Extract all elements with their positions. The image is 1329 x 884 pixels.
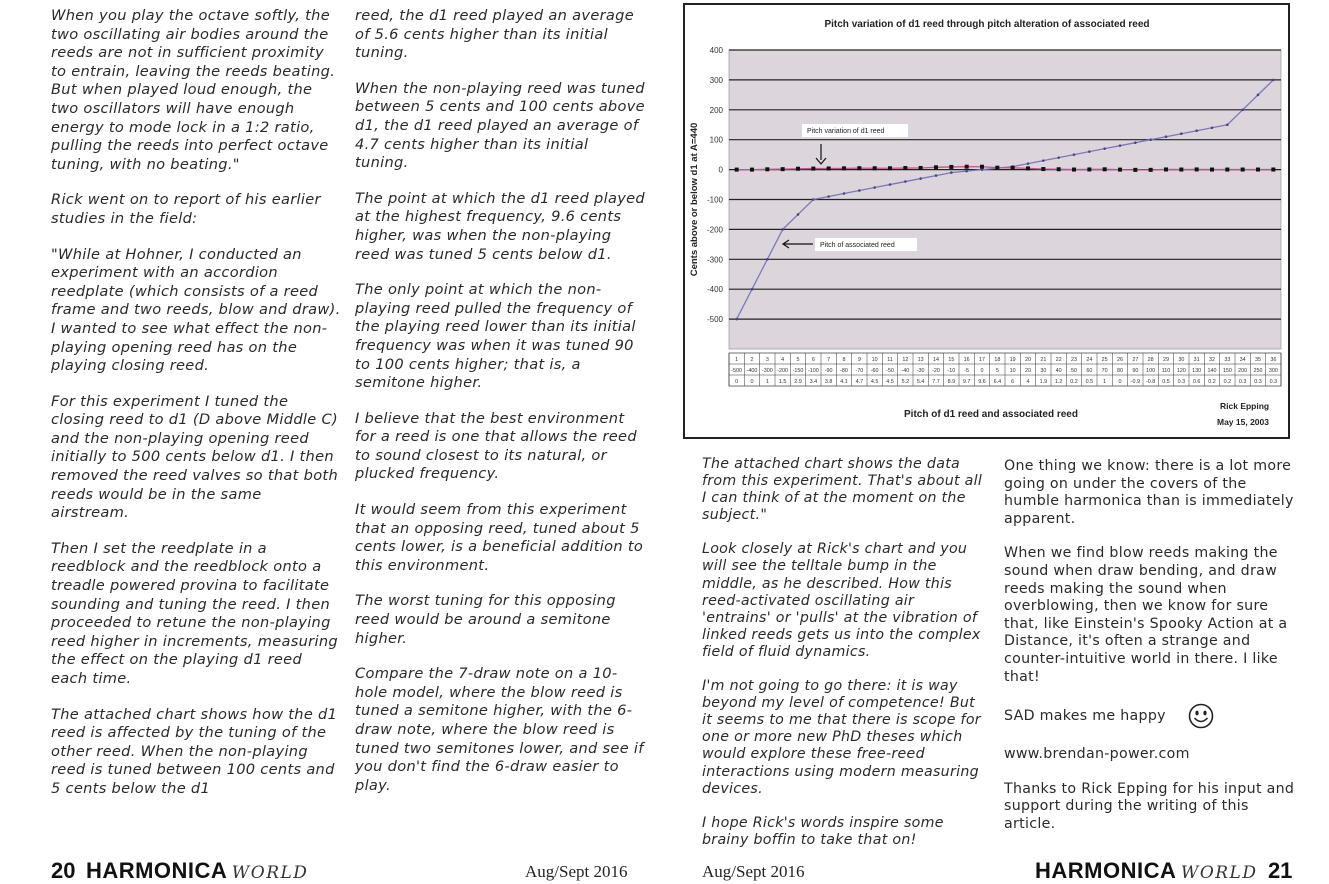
table-cell: 5.4 [916,379,925,385]
table-cell: 20 [1025,357,1031,363]
table-cell: 140 [1207,368,1217,374]
data-point [1164,167,1168,171]
table-cell: 10 [871,357,878,363]
paragraph: Thanks to Rick Epping for his input and support during the writing of this article. [1004,780,1295,832]
table-cell: 25 [1101,357,1108,363]
table-cell: 0 [980,368,984,374]
data-point [1041,167,1045,171]
annotation-label: Pitch of associated reed [820,242,895,249]
table-cell: 110 [1161,368,1171,374]
table-cell: -80 [840,368,848,374]
y-tick-label: -200 [706,225,723,235]
data-point [843,192,846,195]
left-column-2 [355,7,645,812]
data-point [1118,168,1122,172]
paragraph: When the non-playing reed was tuned between 5 cents and 100 cents above d1, the d1 reed played an average of 4.7 cents higher than its initial tuning. [355,79,645,172]
table-cell: 6 [811,357,815,363]
table-cell: 9.6 [978,379,986,385]
table-cell: 12 [902,357,909,363]
paragraph: Look closely at Rick's chart and you will see the telltale bump in the middle, as he described. How this reed-activated oscillating air 'entrains' or 'pulls' at the vibration of linked reeds gets us into the complex field of fluid dynamics. [702,541,981,660]
y-tick-label: -500 [706,315,723,325]
y-axis-label: Cents above or below d1 at A=440 [689,122,700,277]
data-point [1241,109,1244,112]
data-point [873,166,877,170]
table-cell: 0.3 [1238,379,1247,385]
data-point [1057,167,1061,171]
data-point [965,170,968,173]
table-cell: 8 [842,357,846,363]
table-cell: 4.7 [855,379,864,385]
data-point [995,166,999,170]
data-point [735,318,738,321]
table-cell: 5 [796,357,800,363]
data-point [1226,123,1229,126]
table-cell: 40 [1055,368,1062,374]
table-cell: -90 [824,368,833,374]
issue-date-right: Aug/Sept 2016 [702,862,805,881]
data-point [980,165,984,169]
table-cell: 23 [1071,357,1077,363]
paragraph: The attached chart shows the data from this experiment. That's about all I can think of at the moment on the subject." [702,456,983,524]
table-cell: 31 [1193,357,1200,363]
table-cell: 1 [735,357,739,363]
table-cell: 19 [1009,357,1016,363]
left-footer [51,858,308,884]
data-point [950,171,953,174]
left-column-1 [51,7,341,816]
data-point [1257,94,1260,97]
data-point [750,168,754,172]
table-cell: 3 [765,357,769,363]
table-cell: 300 [1268,368,1278,374]
table-cell: 1.2 [1054,379,1063,385]
data-point [904,180,907,183]
table-cell: 3.4 [809,379,818,385]
table-cell: 90 [1132,368,1139,374]
chart-credit-date: May 15, 2003 [1217,417,1269,427]
table-cell: 0.3 [1177,379,1186,385]
table-cell: 7 [827,357,831,363]
data-point [1119,144,1122,147]
data-point [1225,168,1229,172]
y-tick-label: 0 [718,165,723,175]
table-cell: 0.5 [1085,379,1094,385]
table-cell: 0.3 [1269,379,1278,385]
y-tick-label: -300 [706,255,723,265]
data-point [889,183,892,186]
data-point [1103,167,1107,171]
data-point [1210,168,1214,172]
table-cell: 4 [1026,379,1030,385]
data-point [1134,141,1137,144]
table-cell: 30 [1178,357,1185,363]
y-tick-label: -100 [706,195,723,205]
table-cell: 13 [917,357,924,363]
table-cell: 1.9 [1039,379,1048,385]
table-cell: 4 [781,357,785,363]
table-cell: 1 [1103,379,1107,385]
table-cell: 1.5 [778,379,787,385]
data-point [1211,126,1214,129]
table-cell: 36 [1270,357,1277,363]
table-cell: 4.5 [886,379,894,385]
table-cell: 4.5 [870,379,879,385]
table-cell: -10 [947,368,956,374]
data-point [935,174,938,177]
data-point [1256,168,1260,172]
y-tick-label: 400 [709,46,723,55]
data-point [888,166,892,170]
table-cell: 0 [1118,379,1122,385]
magazine-world-right: WORLD [1180,863,1258,883]
data-point [934,165,938,169]
data-point [796,167,800,171]
table-cell: -200 [777,368,789,374]
data-point [827,166,831,170]
data-point [1011,166,1015,170]
data-point [1179,168,1183,172]
data-point [1165,135,1168,138]
y-tick-label: -400 [706,285,723,295]
data-point [735,168,739,172]
paragraph: It would seem from this experiment that an opposing reed, tuned about 5 cents lower, is a beneficial addition to this environment. [355,501,644,574]
paragraph: I believe that the best environment for a reed is one that allows the reed to sound closest to its natural, or plucked frequency. [355,409,637,483]
table-cell: 6 [1011,379,1015,385]
table-cell: 6.4 [993,379,1002,385]
table-cell: 150 [1222,368,1232,374]
issue-date-left: Aug/Sept 2016 [525,862,628,881]
table-cell: -70 [855,368,864,374]
pitch-chart [683,3,1290,439]
table-cell: 2 [750,357,754,363]
data-point [857,166,861,170]
right-column-1 [702,456,987,866]
data-point [1180,132,1183,135]
data-point [1272,79,1275,82]
table-cell: 21 [1040,357,1047,363]
data-point [919,166,923,170]
pitch-chart-svg [685,5,1288,437]
table-cell: 80 [1117,368,1123,374]
data-point [873,186,876,189]
data-point [965,165,969,169]
chart-credit: Rick Epping [1220,401,1270,411]
data-point [1042,159,1045,162]
left-footer-date [525,862,627,882]
data-point [1241,168,1245,172]
table-cell: 17 [979,357,985,363]
table-cell: 26 [1117,357,1123,363]
table-cell: -40 [901,368,910,374]
paragraph: Compare the 7-draw note on a 10-hole model, where the blow reed is tuned a semitone higher, with the 6-draw note, where the blow reed is tuned two semitones lower, and see if you don't find the 6-draw easier to play. [355,665,644,794]
table-cell: -0.8 [1146,379,1156,385]
table-cell: -300 [761,368,773,374]
page-number-left: 20 [51,858,76,883]
table-cell: -50 [886,368,894,374]
paragraph: reed, the d1 reed played an average of 5.6 cents higher than its initial tuning. [355,7,634,62]
table-cell: 33 [1224,357,1231,363]
table-cell: 22 [1055,357,1062,363]
table-cell: 50 [1071,368,1077,374]
table-cell: 0.5 [1162,379,1170,385]
data-point [919,177,922,180]
table-cell: 120 [1176,368,1186,374]
table-cell: 0.2 [1070,379,1078,385]
table-cell: -400 [746,368,758,374]
table-cell: 0.2 [1223,379,1232,385]
table-cell: 18 [994,357,1001,363]
data-point [812,198,815,201]
data-point [1133,168,1137,172]
paragraph: "While at Hohner, I conducted an experiment with an accordion reedplate (which consists of a reed frame and two reeds, blow and draw). I wanted to see what effect the non-playing opening reed has on the playing closing reed. [51,245,341,375]
table-cell: 14 [933,357,939,363]
table-cell: 0 [735,379,739,385]
paragraph: I hope Rick's words inspire some brainy boffin to take that on! [702,814,944,848]
table-cell: 10 [1009,368,1016,374]
table-cell: 32 [1209,357,1215,363]
table-cell: 2.9 [794,379,802,385]
table-cell: 9.7 [962,379,971,385]
table-cell: 9 [857,357,861,363]
data-point [765,167,769,171]
table-cell: 60 [1086,368,1093,374]
paragraph: Then I set the reedplate in a reedblock and the reedblock onto a treadle powered provina to facilitate sounding and tuning the reed. I then proceeded to retune the non-playing reed higher in increments, measuring the effect on the playing d1 reed each time. [51,539,338,687]
data-point [1072,168,1076,172]
data-point [1057,156,1060,159]
data-point [1088,150,1091,153]
table-cell: 28 [1147,357,1154,363]
table-cell: 0 [750,379,754,385]
data-point [1271,168,1275,172]
data-point [797,213,800,216]
table-cell: 130 [1192,368,1202,374]
table-cell: 11 [887,357,893,363]
data-point [842,166,846,170]
right-footer-date [702,862,804,882]
table-cell: 4.1 [840,379,848,385]
table-cell: -0.9 [1130,379,1140,385]
data-point [1149,138,1152,141]
table-cell: 250 [1253,368,1263,374]
paragraph: The point at which the d1 reed played at the highest frequency, 9.6 cents higher, was when the non-playing reed was tuned 5 cents below d1. [355,189,645,263]
paragraph: www.brendan-power.com [1004,746,1190,763]
table-cell: -5 [964,368,970,374]
paragraph: The attached chart shows how the d1 reed is affected by the tuning of the other reed. When the non-playing reed is tuned between 100 cents and 5 cents below the d1 [51,705,338,797]
data-point [903,166,907,170]
right-footer [1035,858,1292,884]
paragraph: For this experiment I tuned the closing reed to d1 (D above Middle C) and the non-playing opening reed initially to 500 cents below d1. I then removed the reed valves so that both reeds would be in the same airstream. [51,392,338,522]
table-cell: 70 [1101,368,1108,374]
smiley-face-icon [1188,703,1214,729]
annotation-label: Pitch variation of d1 reed [807,128,885,135]
table-cell: 35 [1255,357,1261,363]
page-number-right: 21 [1267,858,1293,883]
y-tick-label: 300 [709,75,723,85]
paragraph: I'm not going to go there: it is way beyond my level of competence! But it seems to me that there is scope for one or more new PhD theses which would explore these free-reed interactions using modern measuring devices. [702,678,981,797]
paragraph: When you play the octave softly, the two oscillating air bodies around the reeds are not in sufficient proximity to entrain, leaving the reeds beating. But when played loud enough, the two oscillators will have enough energy to mode lock in a 1:2 ratio, pulling the reeds into perfect octave tuning, with no beating." [51,7,336,173]
data-point [781,228,784,231]
table-cell: -60 [870,368,879,374]
chart-title: Pitch variation of d1 reed through pitch alteration of associated reed [824,19,1150,30]
magazine-brand-left: HARMONICA [85,858,228,883]
data-point [1103,147,1106,150]
table-cell: 0.3 [1254,379,1262,385]
table-cell: 34 [1239,357,1246,363]
paragraph: SAD makes me happy [1004,703,1304,729]
data-point [1026,166,1030,170]
table-cell: 100 [1146,368,1156,374]
table-cell: 29 [1163,357,1169,363]
data-point [1195,129,1198,132]
paragraph: When we find blow reeds making the sound when draw bending, and draw reeds making the sound when overblowing, then we know for sure that, like Einstein's Spooky Action at a Distance, it's often a strange and counter-intuitive world in there. I like that! [1004,545,1288,685]
data-point [1195,167,1199,171]
data-point [1027,162,1030,165]
table-cell: 0.6 [1192,379,1201,385]
table-cell: 27 [1132,357,1139,363]
data-point [827,195,830,198]
data-point [781,167,785,171]
table-cell: -20 [932,368,940,374]
table-cell: 20 [1025,368,1031,374]
table-cell: 24 [1086,357,1093,363]
table-cell: 1 [765,379,769,385]
x-axis-label: Pitch of d1 reed and associated reed [904,409,1078,420]
paragraph: One thing we know: there is a lot more going on under the covers of the humble harmonica than is immediately apparent. [1004,458,1294,527]
y-tick-label: 100 [709,135,723,145]
data-point [1087,167,1091,171]
magazine-brand-right: HARMONICA [1035,858,1177,883]
magazine-world-left: WORLD [231,863,309,883]
table-cell: -500 [731,368,743,374]
data-point [858,189,861,192]
data-point [811,167,815,171]
data-point [751,288,754,291]
table-cell: -150 [792,368,804,374]
data-point [1149,168,1153,172]
table-cell: 3.8 [824,379,833,385]
paragraph: Rick went on to report of his earlier studies in the field: [51,191,321,227]
table-cell: 15 [948,357,955,363]
paragraph: The worst tuning for this opposing reed would be around a semitone higher. [355,592,616,647]
data-point [766,258,769,261]
table-cell: 16 [963,357,970,363]
table-cell: 5 [995,368,999,374]
data-point [1073,153,1076,156]
table-cell: -100 [807,368,819,374]
table-cell: 8.9 [947,379,956,385]
table-cell: 30 [1040,368,1047,374]
data-point [949,165,953,169]
table-cell: 7.7 [932,379,940,385]
table-cell: 0.2 [1208,379,1216,385]
table-cell: 5.2 [901,379,910,385]
paragraph: The only point at which the non-playing reed pulled the frequency of the playing reed lower than its initial frequency was when it was tuned 90 to 100 cents higher; that is, a semitone higher. [355,281,636,392]
right-column-2 [1004,458,1304,851]
table-cell: 200 [1238,368,1248,374]
y-tick-label: 200 [709,105,723,115]
table-cell: -30 [916,368,925,374]
